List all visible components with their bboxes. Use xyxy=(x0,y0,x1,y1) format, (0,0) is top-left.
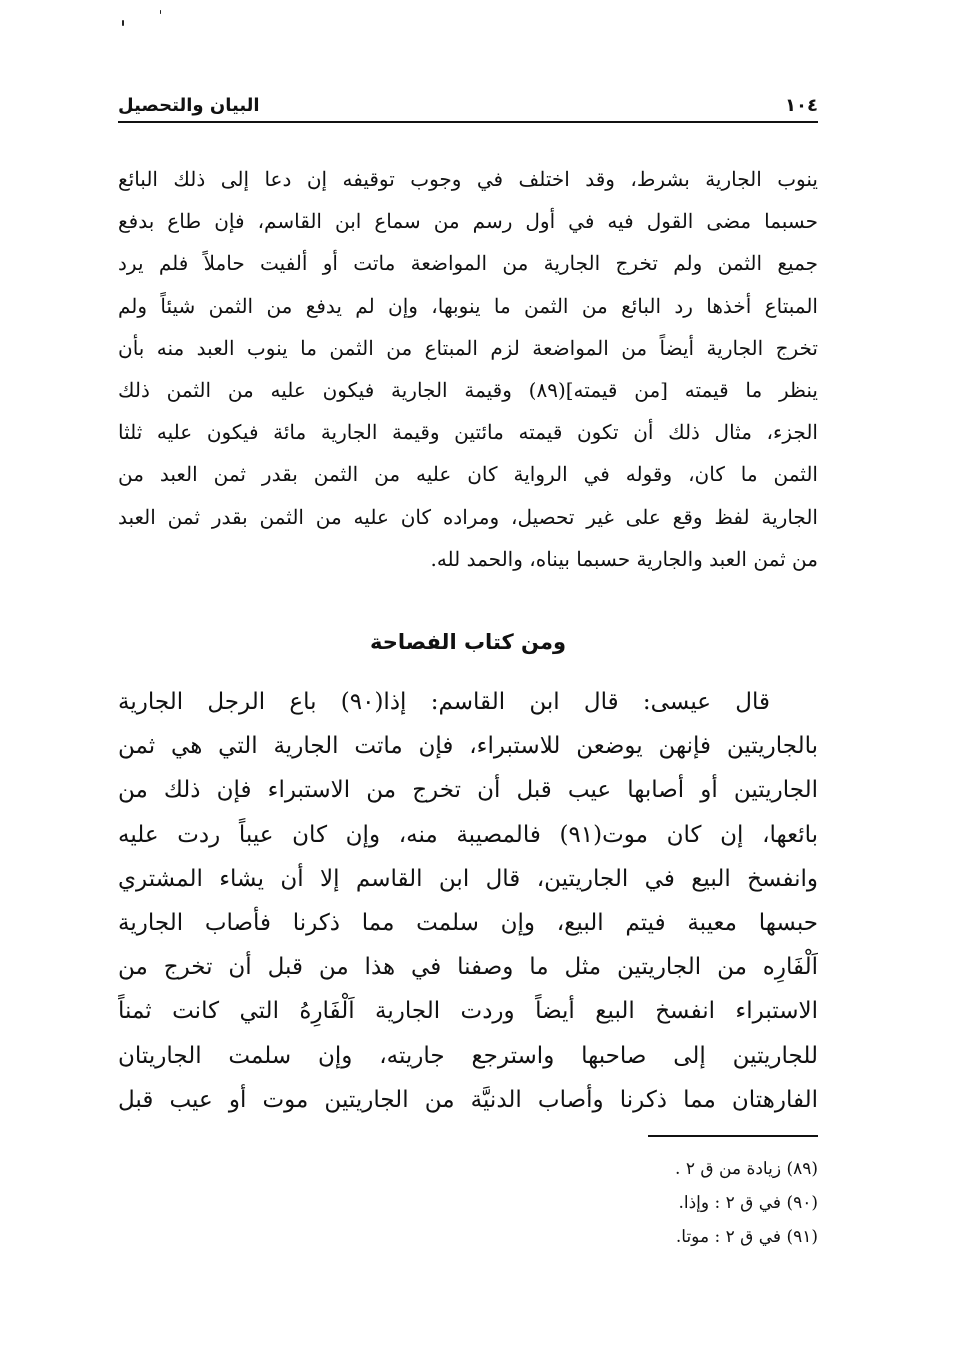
text-line: اَلْفَارِه من الجاريتين مثل ما وصفنا في هذا من قبل أن تخرج من xyxy=(118,954,818,981)
text-line: بالجاريتين فإنهن يوضعن للاستبراء، فإن ماتت الجارية التي هي ثمن xyxy=(118,733,818,760)
paragraph-2 xyxy=(118,680,818,1122)
text-line: حسبما مضى القول فيه في أول رسم من سماع ابن القاسم، فإن طاع بدفع xyxy=(118,209,818,234)
text-line: الجزء، مثال ذلك أن تكون قيمته مائتين وقيمة الجارية مائة فيكون عليه ثلثا xyxy=(118,420,818,445)
text-line: تخرج الجارية أيضاً من المواضعة لزم المبتاع من الثمن ما ينوب العبد منه بأن xyxy=(118,335,818,360)
text-line: الثمن ما كان، وقوله في الرواية كان عليه من الثمن بقدر ثمن العبد من xyxy=(118,462,818,487)
footnote-rule xyxy=(648,1135,818,1137)
book-title: البيان والتحصيل xyxy=(118,94,260,116)
text-line: حبسها معيبة فيتم البيع، وإن سلمت مما ذكرنا فأصاب الجارية xyxy=(118,909,818,936)
text-line: الجارية لفظ وقع على غير تحصيل، ومراده كان عليه من الثمن بقدر ثمن العبد xyxy=(118,504,818,529)
text-line: من ثمن العبد والجارية حسبما بيناه، والحمد لله. xyxy=(430,546,818,571)
text-line: الفارهتان مما ذكرنا وأصاب الدنيَّة من الجاريتين موت أو عيب قبل xyxy=(118,1086,818,1113)
text-line: ينظر ما قيمته [من قيمته](٨٩) وقيمة الجارية فيكون عليه من الثمن ذلك xyxy=(118,377,818,402)
paragraph-1 xyxy=(118,158,818,580)
header-rule xyxy=(118,121,818,123)
text-line: للجاريتين إلى صاحبها واسترجع جاريته، وإن سلمت الجاريتان xyxy=(118,1042,818,1069)
text-line: قال عيسى: قال ابن القاسم: إذا(٩٠) باع الرجل الجارية xyxy=(118,689,770,715)
text-line: ينوب الجارية بشرط، وقد اختلف في وجوب توقيفه إن دعا إلى ذلك البائع xyxy=(118,167,818,191)
scan-speck xyxy=(122,20,124,26)
footnotes xyxy=(118,1152,818,1254)
footnote: (٨٩) زيادة من ق ٢ . xyxy=(675,1159,818,1179)
text-line: جميع الثمن ولم تخرج الجارية من المواضعة ماتت أو ألفيت حاملاً فلم يرد xyxy=(118,251,818,276)
section-heading: ومن كتاب الفصاحة xyxy=(370,630,566,654)
text-line: الاستبراء انفسخ البيع أيضاً وردت الجارية اَلْفَارِهُ التي كانت ثمناً xyxy=(118,998,818,1025)
page-number: ١٠٤ xyxy=(785,94,818,116)
running-header xyxy=(118,88,818,122)
text-line: بائعها، إن كان موت(٩١) فالمصيبة منه، وإن كان عيباً ردت عليه xyxy=(118,821,818,848)
scan-speck xyxy=(160,10,161,14)
footnote: (٩١) في ق ٢ : موتا. xyxy=(675,1227,818,1247)
text-line: الجاريتين أو أصابها عيب قبل أن تخرج من الاستبراء فإن ذلك من xyxy=(118,777,818,804)
footnote: (٩٠) في ق ٢ : وإذا. xyxy=(678,1193,818,1213)
text-line: وانفسخ البيع في الجاريتين، قال ابن القاسم إلا أن يشاء المشتري xyxy=(118,865,818,892)
text-line: المبتاع أخذها رد البائع من الثمن ما ينوبها، وإن لم يدفع من الثمن شيئاً ولم xyxy=(118,293,818,318)
